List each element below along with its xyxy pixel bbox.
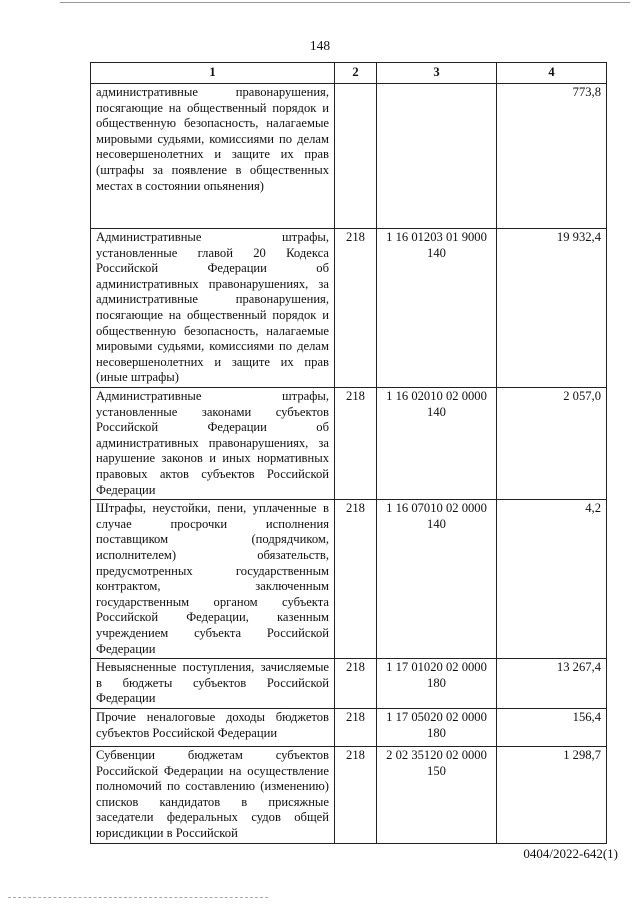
- table-row: [91, 709, 607, 747]
- row-amount: 773,8: [497, 84, 607, 229]
- bottom-rule: [8, 897, 268, 898]
- row-admin-code: 218: [335, 659, 377, 709]
- row-income-code: [377, 84, 497, 229]
- row-income-code: 1 17 01020 02 0000 180: [377, 659, 497, 709]
- row-admin-code: 218: [335, 747, 377, 844]
- table-row: [91, 659, 607, 709]
- row-admin-code: 218: [335, 229, 377, 388]
- table-header-row: [91, 63, 607, 84]
- row-income-code: 2 02 35120 02 0000 150: [377, 747, 497, 844]
- row-income-code: 1 16 07010 02 0000 140: [377, 500, 497, 659]
- row-description: Административные штрафы, установленные главой 20 Кодекса Российской Федерации об административных правонарушениях, за административные правонарушения, посягающие на общественный порядок и общественную безопасность, налагаемые мировыми судьями, комиссиями по делам несовершенолетних и защите их прав (иные штрафы): [91, 229, 335, 388]
- row-amount: 4,2: [497, 500, 607, 659]
- row-description: Прочие неналоговые доходы бюджетов субъектов Российской Федерации: [91, 709, 335, 747]
- column-header-2: 2: [335, 63, 377, 84]
- row-description: Штрафы, неустойки, пени, уплаченные в случае просрочки исполнения поставщиком (подрядчиком, исполнителем) обязательств, предусмотренных государственным контрактом, заключенным государственным органом субъекта Российской Федерации, казенным учреждением субъекта Российской Федерации: [91, 500, 335, 659]
- table-row: [91, 229, 607, 388]
- row-admin-code: 218: [335, 388, 377, 500]
- column-header-1: 1: [91, 63, 335, 84]
- table-row: [91, 84, 607, 229]
- table-row: [91, 388, 607, 500]
- row-amount: 156,4: [497, 709, 607, 747]
- column-header-4: 4: [497, 63, 607, 84]
- row-income-code: 1 16 01203 01 9000 140: [377, 229, 497, 388]
- row-amount: 1 298,7: [497, 747, 607, 844]
- row-description: Невыясненные поступления, зачисляемые в бюджеты субъектов Российской Федерации: [91, 659, 335, 709]
- row-description: административные правонарушения, посягающие на общественный порядок и общественную безопасность, налагаемые мировыми судьями, комиссиями по делам несовершенолетних и защите их прав (штрафы за появление в общественных местах в состоянии опьянения): [91, 84, 335, 229]
- row-description: Субвенции бюджетам субъектов Российской Федерации на осуществление полномочий по составлению (изменению) списков кандидатов в присяжные заседатели федеральных судов общей юрисдикции в Российской: [91, 747, 335, 844]
- row-income-code: 1 16 02010 02 0000 140: [377, 388, 497, 500]
- table-row: [91, 747, 607, 844]
- row-description: Административные штрафы, установленные законами субъектов Российской Федерации об административных правонарушениях, за нарушение законов и иных нормативных правовых актов субъектов Российской Федерации: [91, 388, 335, 500]
- row-admin-code: 218: [335, 500, 377, 659]
- page-number: 148: [309, 38, 331, 53]
- row-amount: 13 267,4: [497, 659, 607, 709]
- row-amount: 19 932,4: [497, 229, 607, 388]
- document-code: 0404/2022-642(1): [523, 846, 618, 861]
- table-row: [91, 500, 607, 659]
- top-rule: [60, 2, 630, 3]
- row-admin-code: 218: [335, 709, 377, 747]
- budget-table: [90, 62, 607, 844]
- column-header-3: 3: [377, 63, 497, 84]
- row-income-code: 1 17 05020 02 0000 180: [377, 709, 497, 747]
- row-amount: 2 057,0: [497, 388, 607, 500]
- row-admin-code: [335, 84, 377, 229]
